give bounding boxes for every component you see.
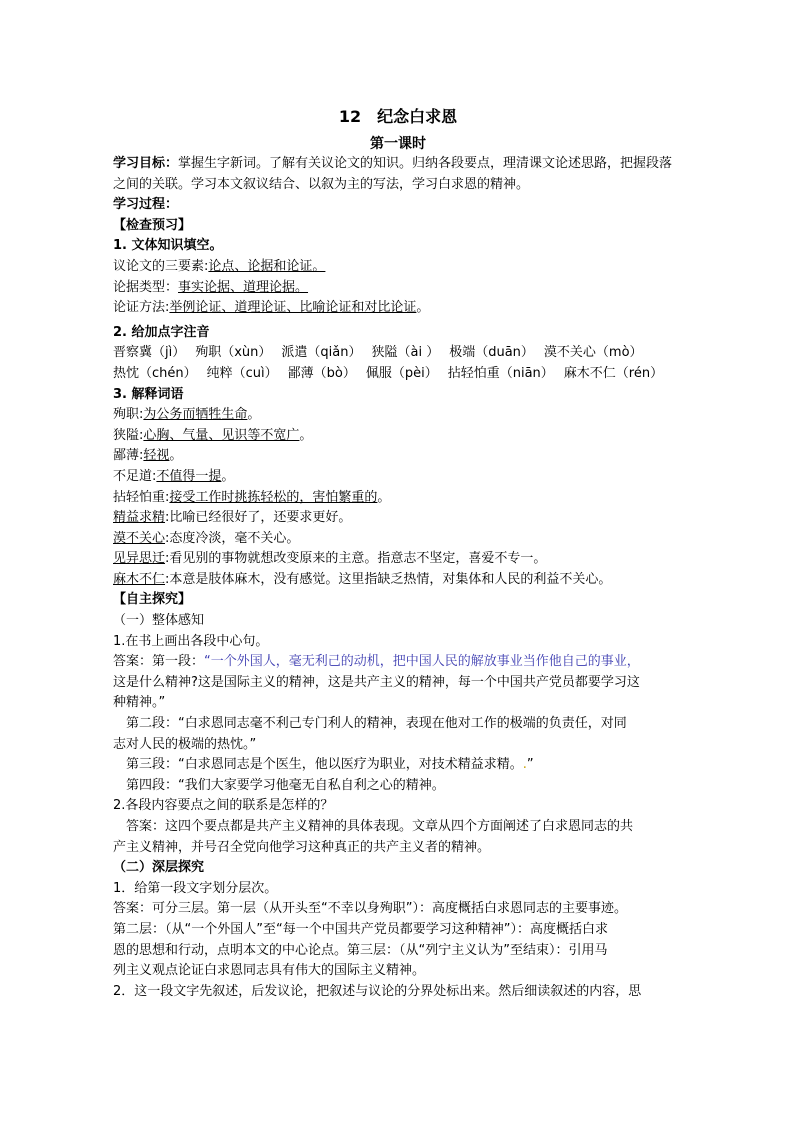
pinyin-item: 拈轻怕重（niān） <box>447 365 554 381</box>
answer-1-line-3: 种精神。” <box>113 695 166 711</box>
term-word: 鄙薄 <box>113 448 140 464</box>
pinyin-item: 纯粹（cuì） <box>206 365 278 381</box>
pinyin-item: 派遣（qiǎn） <box>281 345 362 361</box>
evidence-label: 论据类型： <box>113 279 179 295</box>
answer-1-line-2: 这是什么精神?这是国际主义的精神，这是共产主义的精神，每一个中国共产党员都要学习这 <box>113 674 640 690</box>
question-1: 1. 文体知识填空。 <box>113 238 223 254</box>
term-end: 。 <box>338 510 352 526</box>
paragraph-4: 第四段：“我们大家要学习他毫无自私自利之心的精神。 <box>126 777 445 793</box>
pinyin-item: 鄙薄（bò） <box>287 365 356 381</box>
explore-question-1: 1.在书上画出各段中心句。 <box>113 633 269 649</box>
paragraph-3 <box>113 755 683 776</box>
pinyin-item: 热忱（chén） <box>113 365 197 381</box>
document-page <box>113 104 683 1002</box>
deep-question-2: 2．这一段文字先叙述，后发议论，把叙述与议论的分界处标出来。然后细读叙述的内容，思 <box>113 983 642 999</box>
deep-answer-1-line-2: 第二层：（从“一个外国人”至“每一个中国共产党员都要学习这种精神”）：高度概括白求 <box>113 921 608 937</box>
deep-question-1: 1．给第一段文字划分层次。 <box>113 880 278 896</box>
evidence-value: 事实论据、道理论据。 <box>178 279 309 295</box>
methods-end: 。 <box>416 300 430 316</box>
term-separator: : <box>165 489 170 505</box>
methods-value: 举例论证、道理论证、比喻论证和对比论证 <box>169 300 417 316</box>
paragraph-3-end: ” <box>526 757 534 773</box>
term-end: 。 <box>598 571 612 587</box>
paragraph-2-line-1: 第二段：“白求恩同志毫不利己专门利人的精神，表现在他对工作的极端的负责任，对同 <box>126 716 627 732</box>
term-definition: 比喻已经很好了，还要求更好 <box>169 510 339 526</box>
answer-1-prefix: 答案：第一段： <box>113 654 205 670</box>
term-row <box>113 446 683 467</box>
term-word: 不足道 <box>113 468 153 484</box>
deep-answer-1-line-4: 列主义观点论证白求恩同志具有伟大的国际主义精神。 <box>113 963 426 979</box>
term-row <box>113 426 683 447</box>
term-definitions <box>113 405 683 590</box>
evidence-types <box>113 278 683 299</box>
lesson-subtitle: 第一课时 <box>370 136 426 152</box>
answer-1-line-1 <box>113 652 683 673</box>
process-label: 学习过程： <box>113 197 179 213</box>
term-definition: 看见别的事物就想改变原来的主意。指意志不坚定，喜爱不专一 <box>169 551 534 567</box>
term-row <box>113 570 683 591</box>
term-definition: 不值得一提 <box>156 468 222 484</box>
pinyin-item: 漠不关心（mò） <box>543 345 643 361</box>
term-row <box>113 508 683 529</box>
term-row <box>113 529 683 550</box>
term-separator: : <box>165 571 170 587</box>
term-separator: : <box>139 448 144 464</box>
answer-2-line-2: 产主义精神，并号召全党向他学习这种真正的共产主义者的精神。 <box>113 839 491 855</box>
explore-heading: 【自主探究】 <box>113 592 192 608</box>
explore-question-2: 2.各段内容要点之间的联系是怎样的？ <box>113 798 334 814</box>
pinyin-item: 麻木不仁（rén） <box>563 365 664 381</box>
dot-mark: . <box>522 757 527 773</box>
term-definition: 接受工作时挑拣轻松的，害怕繁重的 <box>169 489 378 505</box>
term-end: 。 <box>377 489 391 505</box>
lesson-title: 12 纪念白求恩 <box>338 107 458 126</box>
term-end: 。 <box>247 407 261 423</box>
term-separator: : <box>165 551 170 567</box>
term-row <box>113 405 683 426</box>
deep-answer-1-line-1: 答案：可分三层。第一层（从开头至“不幸以身殉职”）：高度概括白求恩同志的主要事迹。 <box>113 901 627 917</box>
term-row <box>113 549 683 570</box>
term-separator: : <box>165 530 170 546</box>
term-word: 拈轻怕重 <box>113 489 166 505</box>
deep-answer-1-line-3: 恩的思想和行动，点明本文的中心论点。第三层：（从“列宁主义认为”至结束）：引用马 <box>113 942 608 958</box>
term-word: 麻木不仁 <box>113 571 166 587</box>
pinyin-item: 晋察冀（jì） <box>113 345 186 361</box>
objective-label: 学习目标： <box>113 156 179 171</box>
term-definition: 为公务而牺牲生命 <box>143 407 248 423</box>
term-row <box>113 467 683 488</box>
argument-methods <box>113 298 683 319</box>
learning-objective <box>113 154 683 195</box>
objective-text: 掌握生字新词。了解有关议论文的知识。归纳各段要点，理清课文论述思路，把握段落之间的关联。学习本文叙议结合、以叙为主的写法，学习白求恩的精神。 <box>113 156 673 192</box>
term-separator: : <box>152 468 157 484</box>
term-definition: 心胸、气量、见识等不宽广 <box>143 427 300 443</box>
elements-label: 议论文的三要素: <box>113 258 209 274</box>
term-end: 。 <box>221 468 235 484</box>
pinyin-item: 佩服（pèi） <box>365 365 438 381</box>
term-end: 。 <box>299 427 313 443</box>
part-1-heading: （一）整体感知 <box>113 613 205 629</box>
term-separator: : <box>165 510 170 526</box>
term-word: 狭隘 <box>113 427 140 443</box>
term-definition: 本意是肢体麻木，没有感觉。这里指缺乏热情，对集体和人民的利益不关心 <box>169 571 599 587</box>
answer-2-line-1: 答案：这四个要点都是共产主义精神的具体表现。文章从四个方面阐述了白求恩同志的共 <box>126 819 634 834</box>
paragraph-2-line-2: 志对人民的极端的热忱。” <box>113 736 257 752</box>
preview-heading: 【检查预习】 <box>113 217 192 233</box>
question-2: 2. 给加点字注音 <box>113 324 210 340</box>
part-2-heading: （二）深层探究 <box>113 860 205 876</box>
essay-elements <box>113 257 683 278</box>
term-separator: : <box>139 407 144 423</box>
answer-1-quote: “一个外国人，毫无利己的动机，把中国人民的解放事业当作他自己的事业， <box>204 654 640 670</box>
term-word: 见异思迁 <box>113 551 166 567</box>
methods-label: 论证方法: <box>113 300 170 316</box>
pinyin-item: 极端（duān） <box>449 345 534 361</box>
question-3: 3. 解释词语 <box>113 386 184 402</box>
paragraph-3-text: 第三段：“白求恩同志是个医生，他以医疗为职业，对技术精益求精。 <box>126 757 523 773</box>
pinyin-row-2 <box>113 364 683 385</box>
term-word: 漠不关心 <box>113 530 166 546</box>
pinyin-row-1 <box>113 343 683 364</box>
term-end: 。 <box>533 551 547 567</box>
term-definition: 态度冷淡，毫不关心 <box>169 530 287 546</box>
term-end: 。 <box>286 530 300 546</box>
pinyin-item: 狭隘（ài ） <box>371 345 440 361</box>
term-word: 精益求精 <box>113 510 166 526</box>
pinyin-item: 殉职（xùn） <box>195 345 272 361</box>
term-row <box>113 488 683 509</box>
term-separator: : <box>139 427 144 443</box>
term-word: 殉职 <box>113 407 140 423</box>
elements-value: 论点、论据和论证。 <box>208 258 326 274</box>
term-definition: 轻视 <box>143 448 170 464</box>
term-end: 。 <box>169 448 183 464</box>
